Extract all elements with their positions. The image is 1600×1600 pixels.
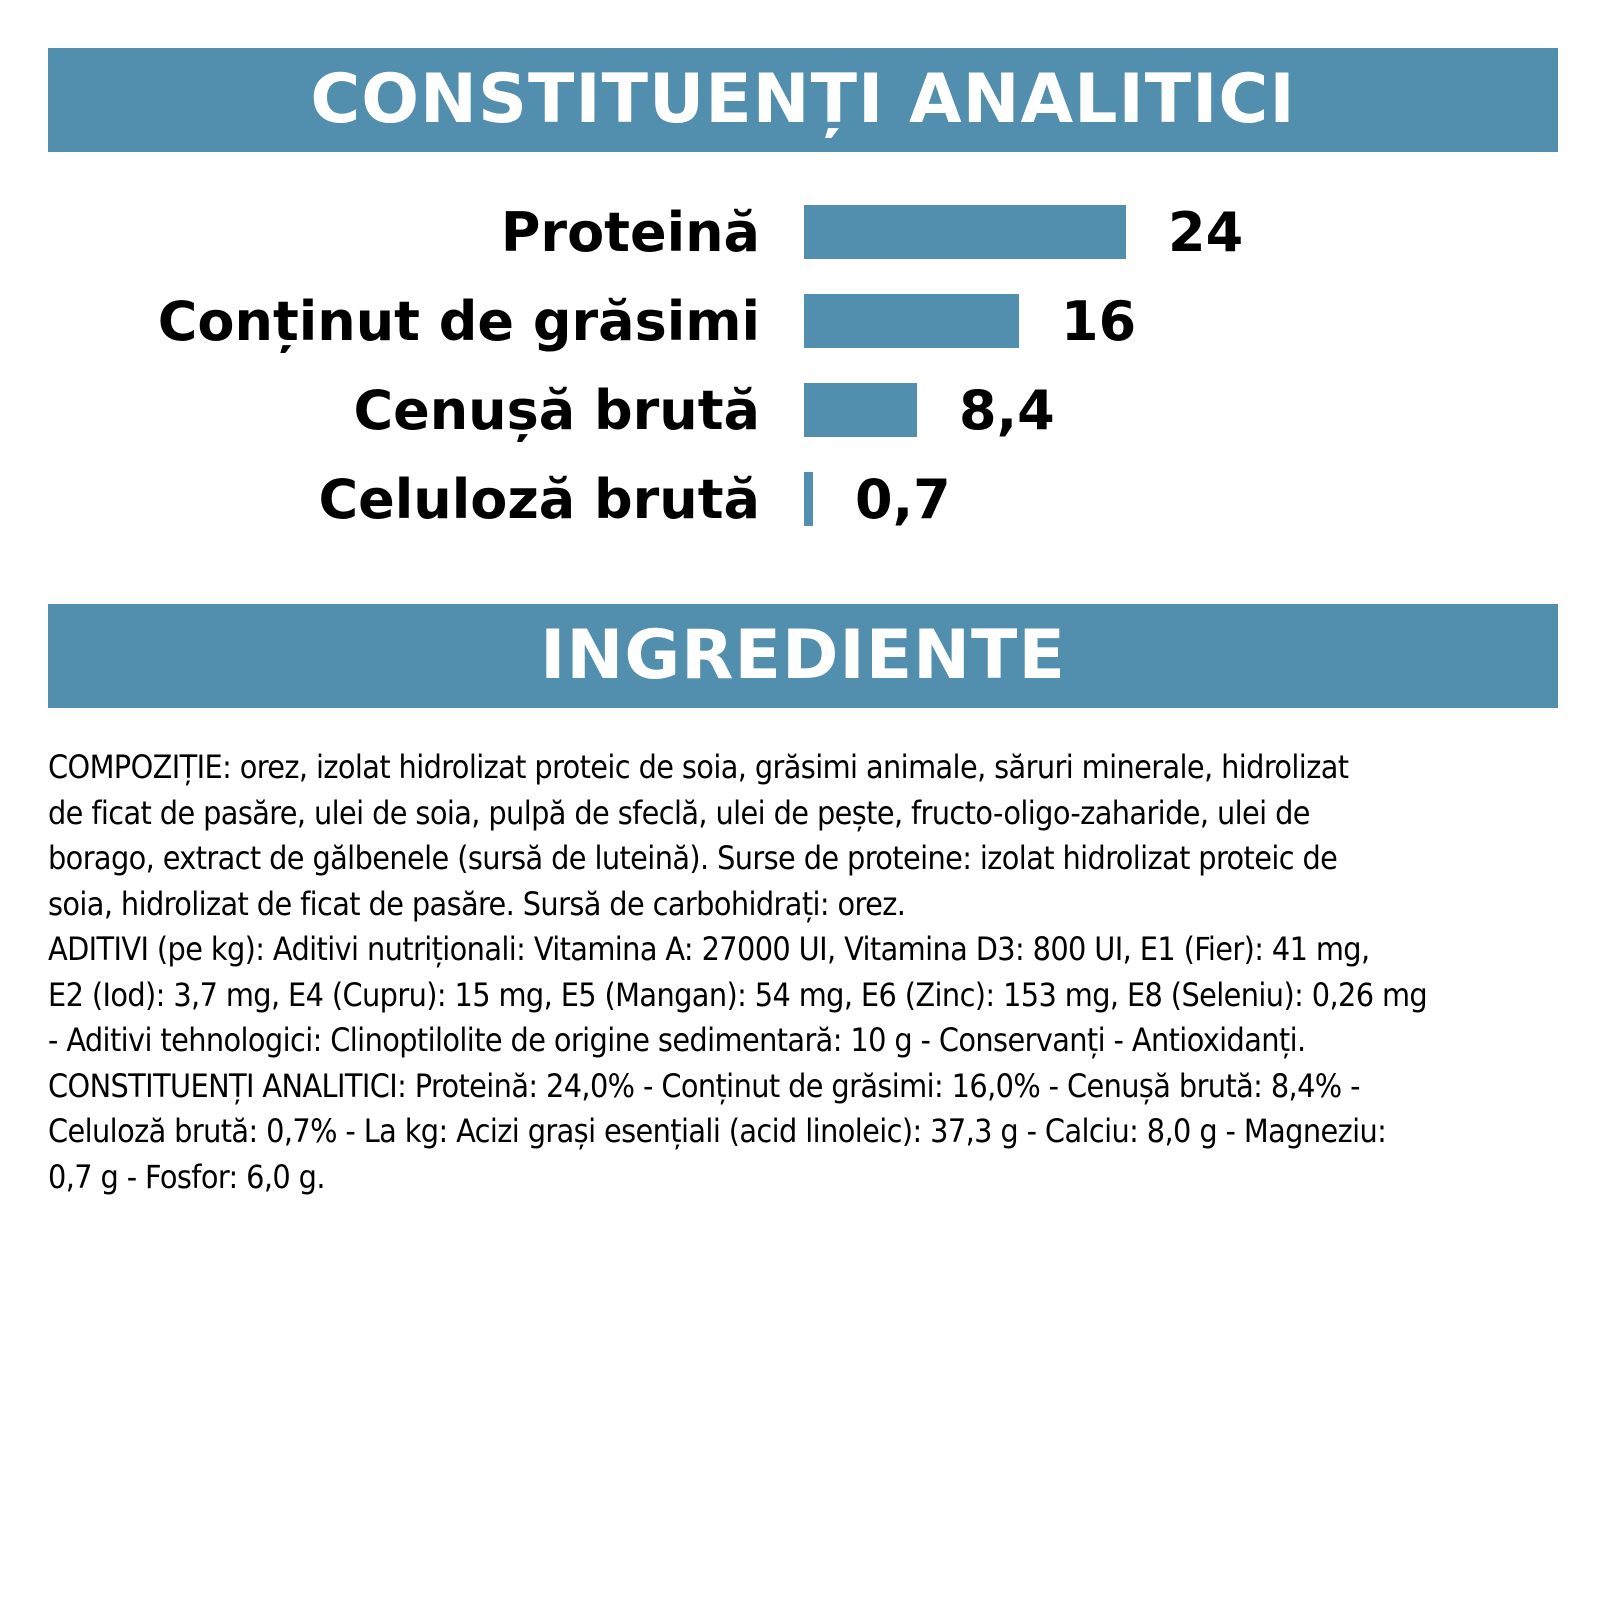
bar xyxy=(804,472,813,526)
bar-label: Cenușă brută xyxy=(353,379,760,442)
bar xyxy=(804,383,917,437)
ingredients-line: ADITIVI (pe kg): Aditivi nutriționali: Vitamina A: 27000 UI, Vitamina D3: 800 UI, E1 (Fier): 41 mg, xyxy=(48,930,1370,968)
ingredients-line: soia, hidrolizat de ficat de pasăre. Sursă de carbohidrați: orez. xyxy=(48,884,906,923)
ingredients-line: 0,7 g - Fosfor: 6,0 g. xyxy=(48,1157,325,1196)
bar xyxy=(804,294,1019,348)
bar-value-label: 0,7 xyxy=(855,468,951,531)
bar-label: Celuloză brută xyxy=(318,468,760,531)
ingredients-line: CONSTITUENȚI ANALITICI: Proteină: 24,0% - Conținut de grăsimi: 16,0% - Cenușă brută: 8,4% - xyxy=(48,1066,1360,1105)
ingredients-line: COMPOZIȚIE: orez, izolat hidrolizat proteic de soia, grăsimi animale, săruri minerale, hidrolizat xyxy=(48,748,1349,786)
bar-value-label: 8,4 xyxy=(959,379,1055,442)
chart-row xyxy=(0,292,1600,352)
chart-row xyxy=(0,203,1600,263)
bar-label: Conținut de grăsimi xyxy=(157,290,760,353)
chart-row xyxy=(0,470,1600,530)
ingredients-line: E2 (Iod): 3,7 mg, E4 (Cupru): 15 mg, E5 (Mangan): 54 mg, E6 (Zinc): 153 mg, E8 (Seleniu): 0,26 mg xyxy=(48,975,1428,1014)
ingredients-header xyxy=(48,604,1558,708)
analytic-constituents-chart xyxy=(0,0,1600,600)
ingredients-text xyxy=(48,745,1568,1200)
analytic-constituents-title: CONSTITUENȚI ANALITICI xyxy=(310,60,1296,139)
bar-value-label: 24 xyxy=(1168,201,1244,264)
bar-value-label: 16 xyxy=(1061,290,1137,353)
bar xyxy=(804,205,1126,259)
ingredients-line: borago, extract de gălbenele (sursă de luteină). Surse de proteine: izolat hidrolizat proteic de xyxy=(48,839,1338,877)
bar-label: Proteină xyxy=(500,201,760,264)
ingredients-title: INGREDIENTE xyxy=(540,616,1066,695)
ingredients-line: Celuloză brută: 0,7% - La kg: Acizi grași esențiali (acid linoleic): 37,3 g - Calciu: 8,0 g - Magneziu: xyxy=(48,1112,1387,1150)
ingredients-line: de ficat de pasăre, ulei de soia, pulpă de sfeclă, ulei de pește, fructo-oligo-zaharide, ulei de xyxy=(48,793,1310,832)
chart-row xyxy=(0,381,1600,441)
ingredients-line: - Aditivi tehnologici: Clinoptilolite de origine sedimentară: 10 g - Conservanți - Antioxidanți. xyxy=(48,1021,1306,1059)
